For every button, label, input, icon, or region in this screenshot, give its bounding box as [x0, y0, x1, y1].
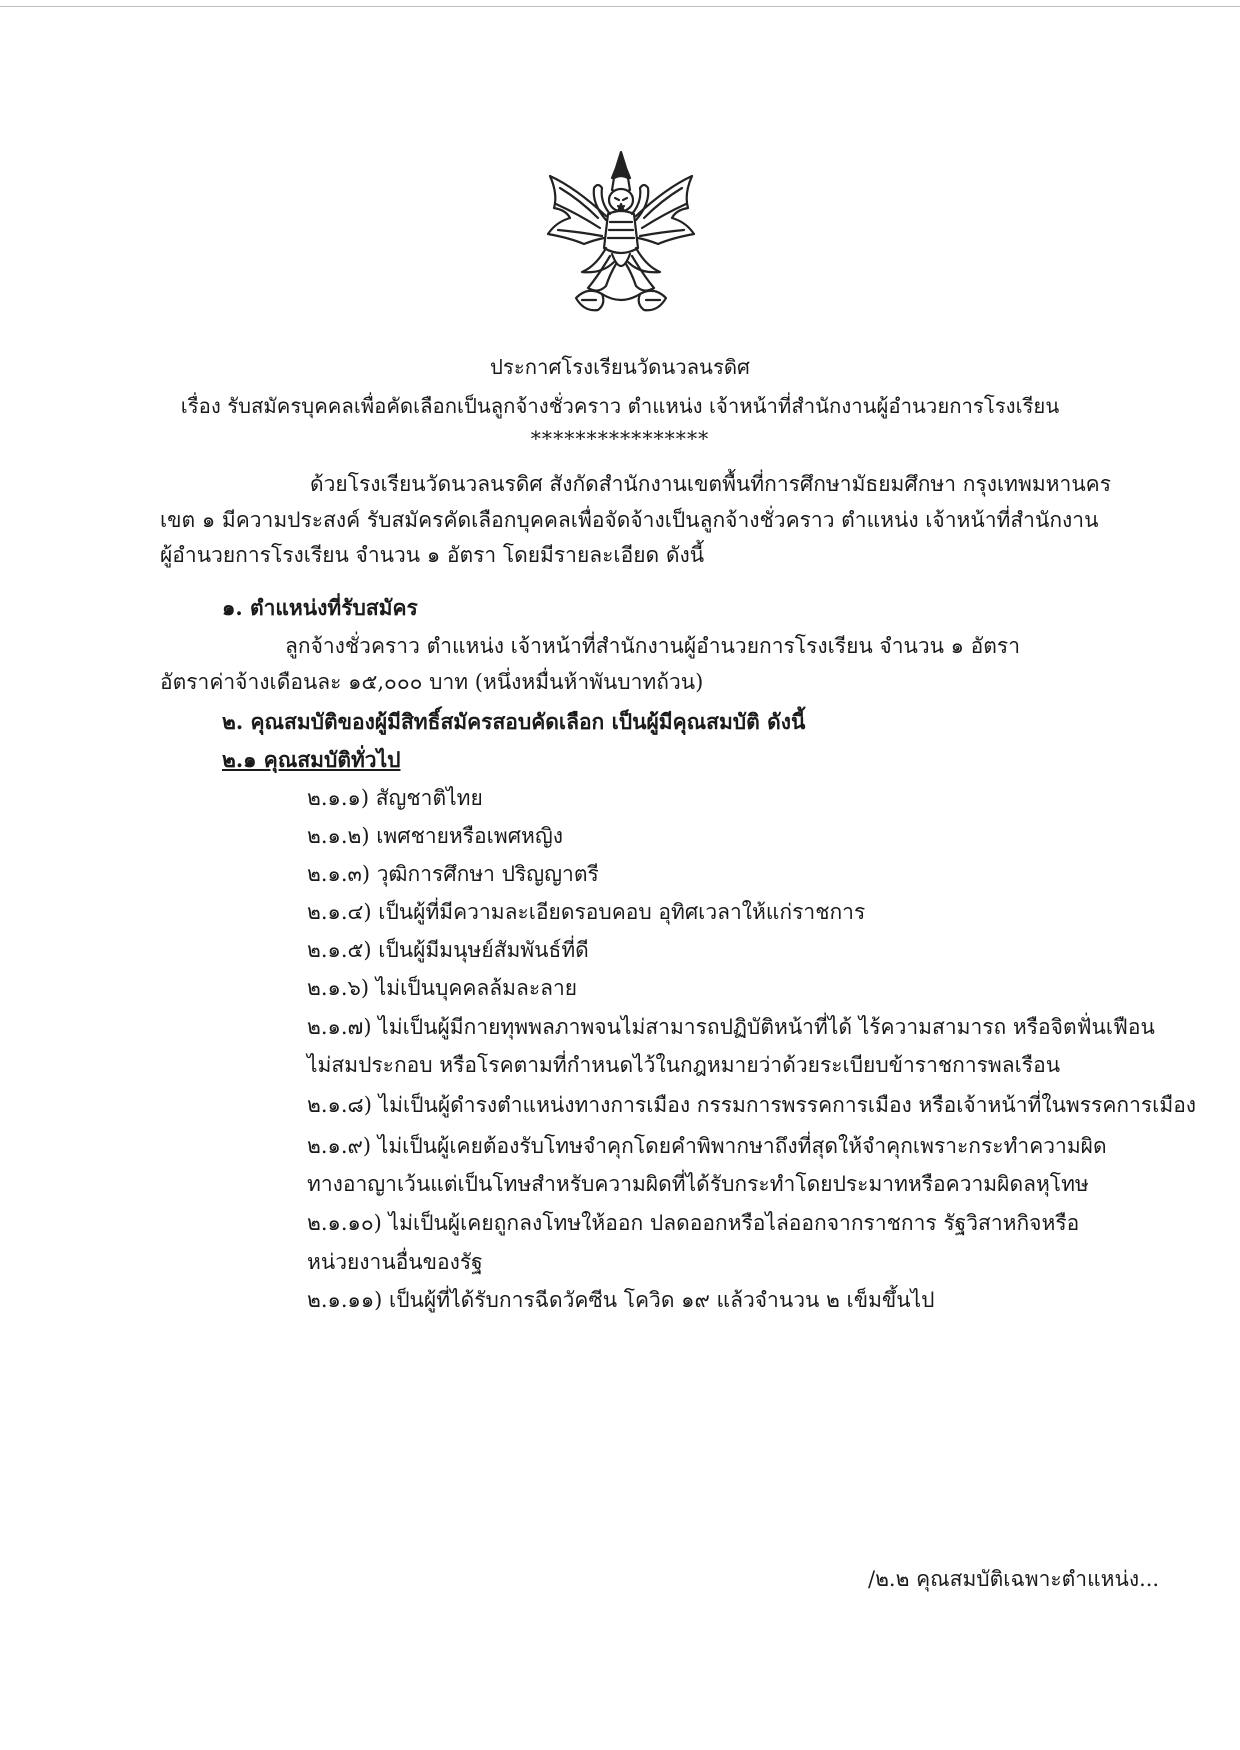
- qualification-item: ๒.๑.๗) ไม่เป็นผู้มีกายทุพพลภาพจนไม่สามารถปฏิบัติหน้าที่ได้ ไร้ความสามารถ หรือจิตฟั่นเฟือน: [307, 1015, 1155, 1039]
- qualification-item: ๒.๑.๑๑) เป็นผู้ที่ได้รับการฉีดวัคซีน โควิด ๑๙ แล้วจำนวน ๒ เข็มขึ้นไป: [307, 1288, 935, 1312]
- announcement-subject: เรื่อง รับสมัครบุคคลเพื่อคัดเลือกเป็นลูกจ้างชั่วคราว ตำแหน่ง เจ้าหน้าที่สำนักงานผู้อำนวยการโรงเรียน: [180, 394, 1060, 418]
- section-1-line-2: อัตราค่าจ้างเดือนละ ๑๕,๐๐๐ บาท (หนึ่งหมื่นห้าพันบาทถ้วน): [160, 670, 704, 694]
- intro-line-3: ผู้อำนวยการโรงเรียน จำนวน ๑ อัตรา โดยมีรายละเอียด ดังนี้: [160, 543, 705, 567]
- intro-line-1: ด้วยโรงเรียนวัดนวลนรดิศ สังกัดสำนักงานเขตพื้นที่การศึกษามัธยมศึกษา กรุงเทพมหานคร: [310, 472, 1112, 496]
- section-2-subheading: ๒.๑ คุณสมบัติทั่วไป: [222, 747, 401, 772]
- qualification-item: ๒.๑.๔) เป็นผู้ที่มีความละเอียดรอบคอบ อุทิศเวลาให้แก่ราชการ: [307, 900, 866, 924]
- section-2-heading: ๒. คุณสมบัติของผู้มีสิทธิ์สมัครสอบคัดเลือก เป็นผู้มีคุณสมบัติ ดังนี้: [222, 709, 806, 734]
- separator-stars: ****************: [530, 427, 710, 451]
- qualification-item: ๒.๑.๓) วุฒิการศึกษา ปริญญาตรี: [307, 862, 599, 886]
- continuation-note: /๒.๒ คุณสมบัติเฉพาะตำแหน่ง...: [868, 1567, 1160, 1591]
- qualification-item-continued: ทางอาญาเว้นแต่เป็นโทษสำหรับความผิดที่ได้รับกระทำโดยประมาทหรือความผิดลหุโทษ: [307, 1172, 1089, 1196]
- intro-line-2: เขต ๑ มีความประสงค์ รับสมัครคัดเลือกบุคคลเพื่อจัดจ้างเป็นลูกจ้างชั่วคราว ตำแหน่ง เจ้าหน้าที่สำนักงาน: [160, 508, 1099, 532]
- qualification-item-continued: หน่วยงานอื่นของรัฐ: [307, 1250, 483, 1274]
- qualification-item: ๒.๑.๘) ไม่เป็นผู้ดำรงตำแหน่งทางการเมือง กรรมการพรรคการเมือง หรือเจ้าหน้าที่ในพรรคการเมือง: [307, 1093, 1197, 1117]
- qualification-item: ๒.๑.๖) ไม่เป็นบุคคลล้มละลาย: [307, 976, 578, 1000]
- qualification-item: ๒.๑.๙) ไม่เป็นผู้เคยต้องรับโทษจำคุกโดยคำพิพากษาถึงที่สุดให้จำคุกเพราะกระทำความผิด: [307, 1134, 1107, 1158]
- qualification-item: ๒.๑.๕) เป็นผู้มีมนุษย์สัมพันธ์ที่ดี: [307, 938, 589, 962]
- qualification-item: ๒.๑.๒) เพศชายหรือเพศหญิง: [307, 824, 564, 848]
- section-1-line-1: ลูกจ้างชั่วคราว ตำแหน่ง เจ้าหน้าที่สำนักงานผู้อำนวยการโรงเรียน จำนวน ๑ อัตรา: [285, 634, 1020, 658]
- qualification-item: ๒.๑.๑๐) ไม่เป็นผู้เคยถูกลงโทษให้ออก ปลดออกหรือไล่ออกจากราชการ รัฐวิสาหกิจหรือ: [307, 1211, 1080, 1235]
- section-1-heading: ๑. ตำแหน่งที่รับสมัคร: [222, 595, 418, 620]
- qualification-item-continued: ไม่สมประกอบ หรือโรคตามที่กำหนดไว้ในกฎหมายว่าด้วยระเบียบข้าราชการพลเรือน: [307, 1053, 1061, 1077]
- qualification-item: ๒.๑.๑) สัญชาติไทย: [307, 786, 483, 810]
- announcement-title: ประกาศโรงเรียนวัดนวลนรดิศ: [490, 355, 750, 379]
